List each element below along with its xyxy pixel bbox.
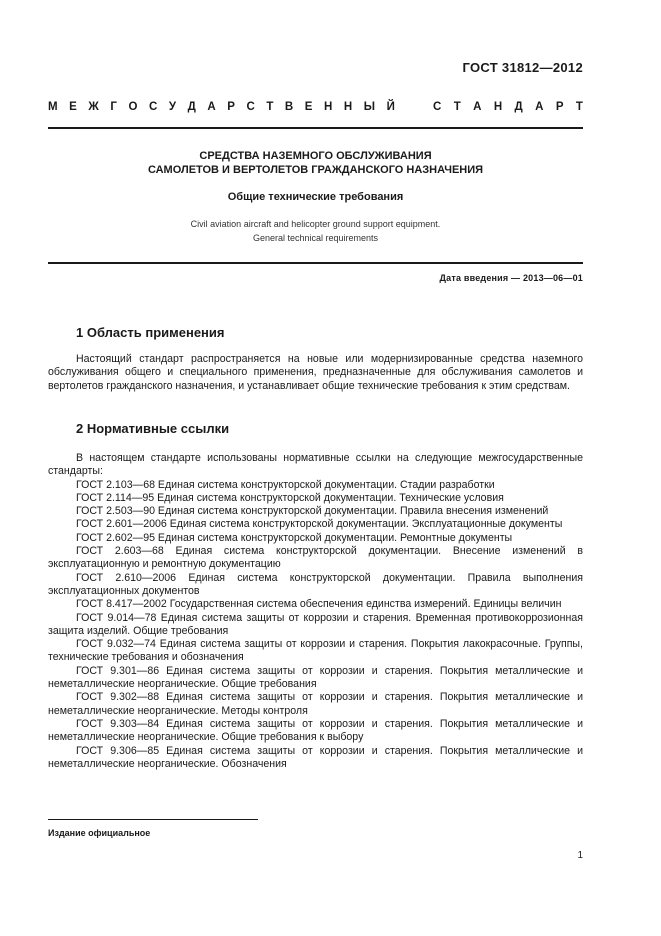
banner-standard-letter: А [473, 101, 482, 113]
banner-interstate-letter: Д [187, 101, 196, 113]
reference-item: ГОСТ 2.601—2006 Единая система конструкторской документации. Эксплуатационные документы [76, 518, 563, 531]
reference-item: ГОСТ 2.103—68 Единая система конструкторской документации. Стадии разработки [76, 478, 495, 491]
reference-item: ГОСТ 2.610—2006 Единая система конструкторской документации. Правила выполнения эксплуатационных документов [48, 571, 583, 597]
banner-standard-letter: А [535, 101, 544, 113]
section-1-text-body: Настоящий стандарт распространяется на новые или модернизированные средства наземного обслуживания общего и специального применения, предназначенные для обслуживания самолетов и вертолетов гражданского назначения, и устанавливает общие технические требования к этим средствам. [48, 353, 583, 392]
page-number: 1 [577, 850, 583, 861]
banner-standard-letter: Р [555, 101, 564, 113]
reference-item: ГОСТ 2.603—68 Единая система конструкторской документации. Внесение изменений в эксплуатационную и ремонтную документацию [48, 545, 583, 571]
document-title [48, 150, 583, 177]
banner-interstate-letter: Н [324, 101, 333, 113]
banner-interstate-letter: Г [110, 101, 117, 113]
banner-interstate-letter: У [168, 101, 176, 113]
banner-interstate-letter: С [148, 101, 158, 113]
reference-item: ГОСТ 2.602—95 Единая система конструкторской документации. Ремонтные документы [76, 531, 513, 544]
banner-interstate-letter: О [128, 101, 138, 113]
section-1-heading: 1 Область применения [76, 325, 225, 340]
title-divider [48, 262, 583, 264]
banner-standard-letter: Т [575, 101, 583, 113]
banner-interstate-letter: Н [343, 101, 353, 113]
banner-word-standard [433, 101, 583, 113]
reference-item: ГОСТ 9.014—78 Единая система защиты от коррозии и старения. Временная противокоррозионная защита изделий. Общие требования [48, 611, 583, 637]
english-title [48, 218, 583, 245]
reference-item: ГОСТ 9.306—85 Единая система защиты от коррозии и старения. Покрытия металлические и неметаллические неорганические. Обозначения [48, 744, 583, 770]
reference-item: ГОСТ 9.302—88 Единая система защиты от коррозии и старения. Покрытия металлические и неметаллические неорганические. Методы контроля [48, 691, 583, 717]
header-divider [48, 127, 583, 129]
banner-word-interstate [48, 101, 395, 113]
normative-references [48, 452, 583, 771]
banner-standard-letter: Д [514, 101, 523, 113]
banner-interstate-letter: Р [227, 101, 235, 113]
banner-interstate-letter: А [207, 101, 216, 113]
document-subtitle: Общие технические требования [227, 191, 404, 203]
introduction-date: Дата введения — 2013—06—01 [439, 273, 583, 283]
title-line-2: САМОЛЕТОВ И ВЕРТОЛЕТОВ ГРАЖДАНСКОГО НАЗНАЧЕНИЯ [147, 163, 484, 176]
banner-standard-letter: Н [493, 101, 503, 113]
banner-standard-letter: Т [453, 101, 461, 113]
english-title-line-2: General technical requirements [252, 232, 379, 243]
banner-interstate-letter: В [284, 101, 294, 113]
reference-list [48, 479, 583, 772]
english-title-line-1: Civil aviation aircraft and helicopter ground support equipment. [190, 219, 441, 229]
reference-item: ГОСТ 9.303—84 Единая система защиты от коррозии и старения. Покрытия металлические и неметаллические неорганические. Общие требования к выбору [48, 717, 583, 744]
reference-item: ГОСТ 8.417—2002 Государственная система обеспечения единства измерений. Единицы величин [76, 598, 562, 611]
reference-item: ГОСТ 2.114—95 Единая система конструкторской документации. Технические условия [76, 491, 504, 504]
banner-interstate-letter: Й [386, 101, 395, 113]
document-number: ГОСТ 31812—2012 [462, 60, 583, 75]
banner-interstate-letter: Ж [88, 101, 99, 113]
section-2-heading: 2 Нормативные ссылки [76, 421, 230, 436]
section-1-text [48, 353, 583, 393]
banner-interstate-letter: Е [69, 101, 77, 113]
footer-divider [48, 819, 258, 820]
reference-item: ГОСТ 2.503—90 Единая система конструкторской документации. Правила внесения изменений [76, 505, 549, 518]
banner-interstate-letter: Т [266, 101, 274, 113]
banner-interstate-letter: М [48, 101, 58, 113]
banner-interstate-letter: Ы [363, 101, 376, 113]
edition-note: Издание официальное [48, 828, 151, 838]
interstate-standard-banner [48, 101, 583, 113]
banner-interstate-letter: Е [304, 101, 313, 113]
references-intro: В настоящем стандарте использованы нормативные ссылки на следующие межгосударственные стандарты: [48, 452, 583, 478]
banner-interstate-letter: С [246, 101, 255, 113]
reference-item: ГОСТ 9.032—74 Единая система защиты от коррозии и старения. Покрытия лакокрасочные. Группы, технические требования и обозначения [48, 638, 583, 664]
reference-item: ГОСТ 9.301—86 Единая система защиты от коррозии и старения. Покрытия металлические и неметаллические неорганические. Общие требования [48, 664, 583, 691]
banner-standard-letter: С [433, 101, 442, 113]
title-line-1: СРЕДСТВА НАЗЕМНОГО ОБСЛУЖИВАНИЯ [199, 150, 432, 162]
